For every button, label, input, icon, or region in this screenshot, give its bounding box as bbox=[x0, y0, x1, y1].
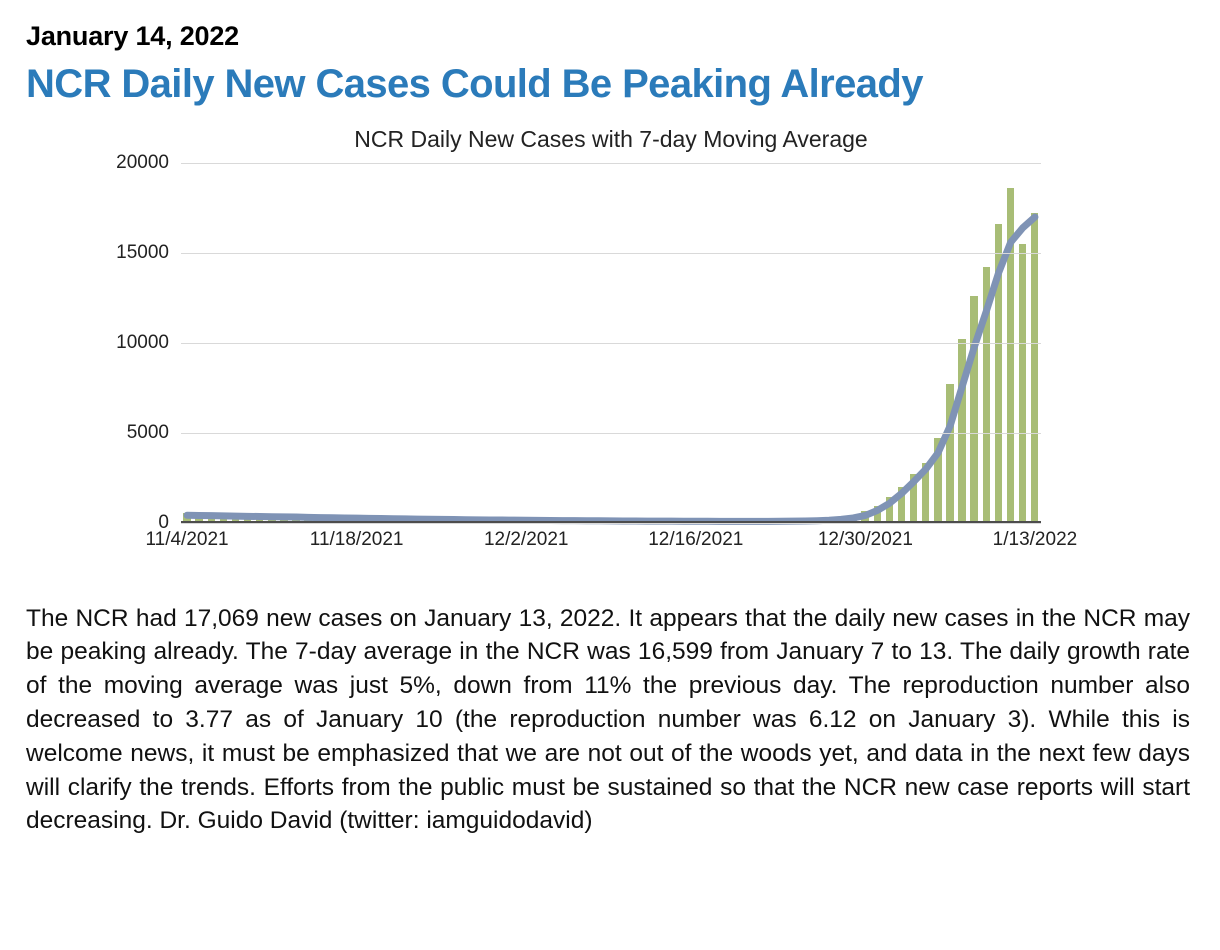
date-label: January 14, 2022 bbox=[26, 21, 239, 51]
chart-x-tick-label: 12/2/2021 bbox=[483, 528, 569, 550]
chart-x-tick-label: 1/13/2022 bbox=[992, 528, 1078, 550]
chart-container bbox=[26, 126, 1196, 586]
chart-gridline bbox=[181, 163, 1041, 164]
chart-x-axis-ticks bbox=[145, 523, 1078, 557]
chart-gridline bbox=[181, 253, 1041, 254]
chart-y-tick-label: 15000 bbox=[116, 241, 169, 263]
chart-gridline bbox=[181, 433, 1041, 434]
chart-title: NCR Daily New Cases with 7-day Moving Average bbox=[354, 125, 868, 152]
chart-y-tick-label: 20000 bbox=[116, 151, 169, 173]
page-title: NCR Daily New Cases Could Be Peaking Already bbox=[26, 61, 923, 106]
chart-y-tick-label: 10000 bbox=[116, 331, 169, 353]
chart-y-tick-label: 5000 bbox=[126, 421, 169, 443]
chart-y-tick-label: 0 bbox=[158, 511, 169, 533]
chart-x-tick-label: 11/18/2021 bbox=[309, 528, 404, 550]
chart-x-tick-label: 12/16/2021 bbox=[648, 528, 744, 550]
body-paragraph: The NCR had 17,069 new cases on January 13, 2022. It appears that the daily new cases in the NCR may be peaking already. The 7-day average in the NCR was 16,599 from January 7 to 13. The daily growth rate of the moving average was just 5%, down from 11% the previous day. The reproduction number also decreased to 3.77 as of January 10 (the reproduction number was 6.12 on January 3). While this is welcome news, it must be emphasized that we are not out of the woods yet, and data in the next few days will clarify the trends. Efforts from the public must be sustained so that the NCR new case reports will start decreasing. Dr. Guido David (twitter: iamguidodavid) bbox=[26, 604, 1190, 835]
chart-plot-area bbox=[116, 151, 1041, 533]
chart-x-tick-label: 12/30/2021 bbox=[817, 528, 913, 550]
chart-gridline bbox=[181, 343, 1041, 344]
chart-x-tick-label: 11/4/2021 bbox=[145, 528, 229, 550]
